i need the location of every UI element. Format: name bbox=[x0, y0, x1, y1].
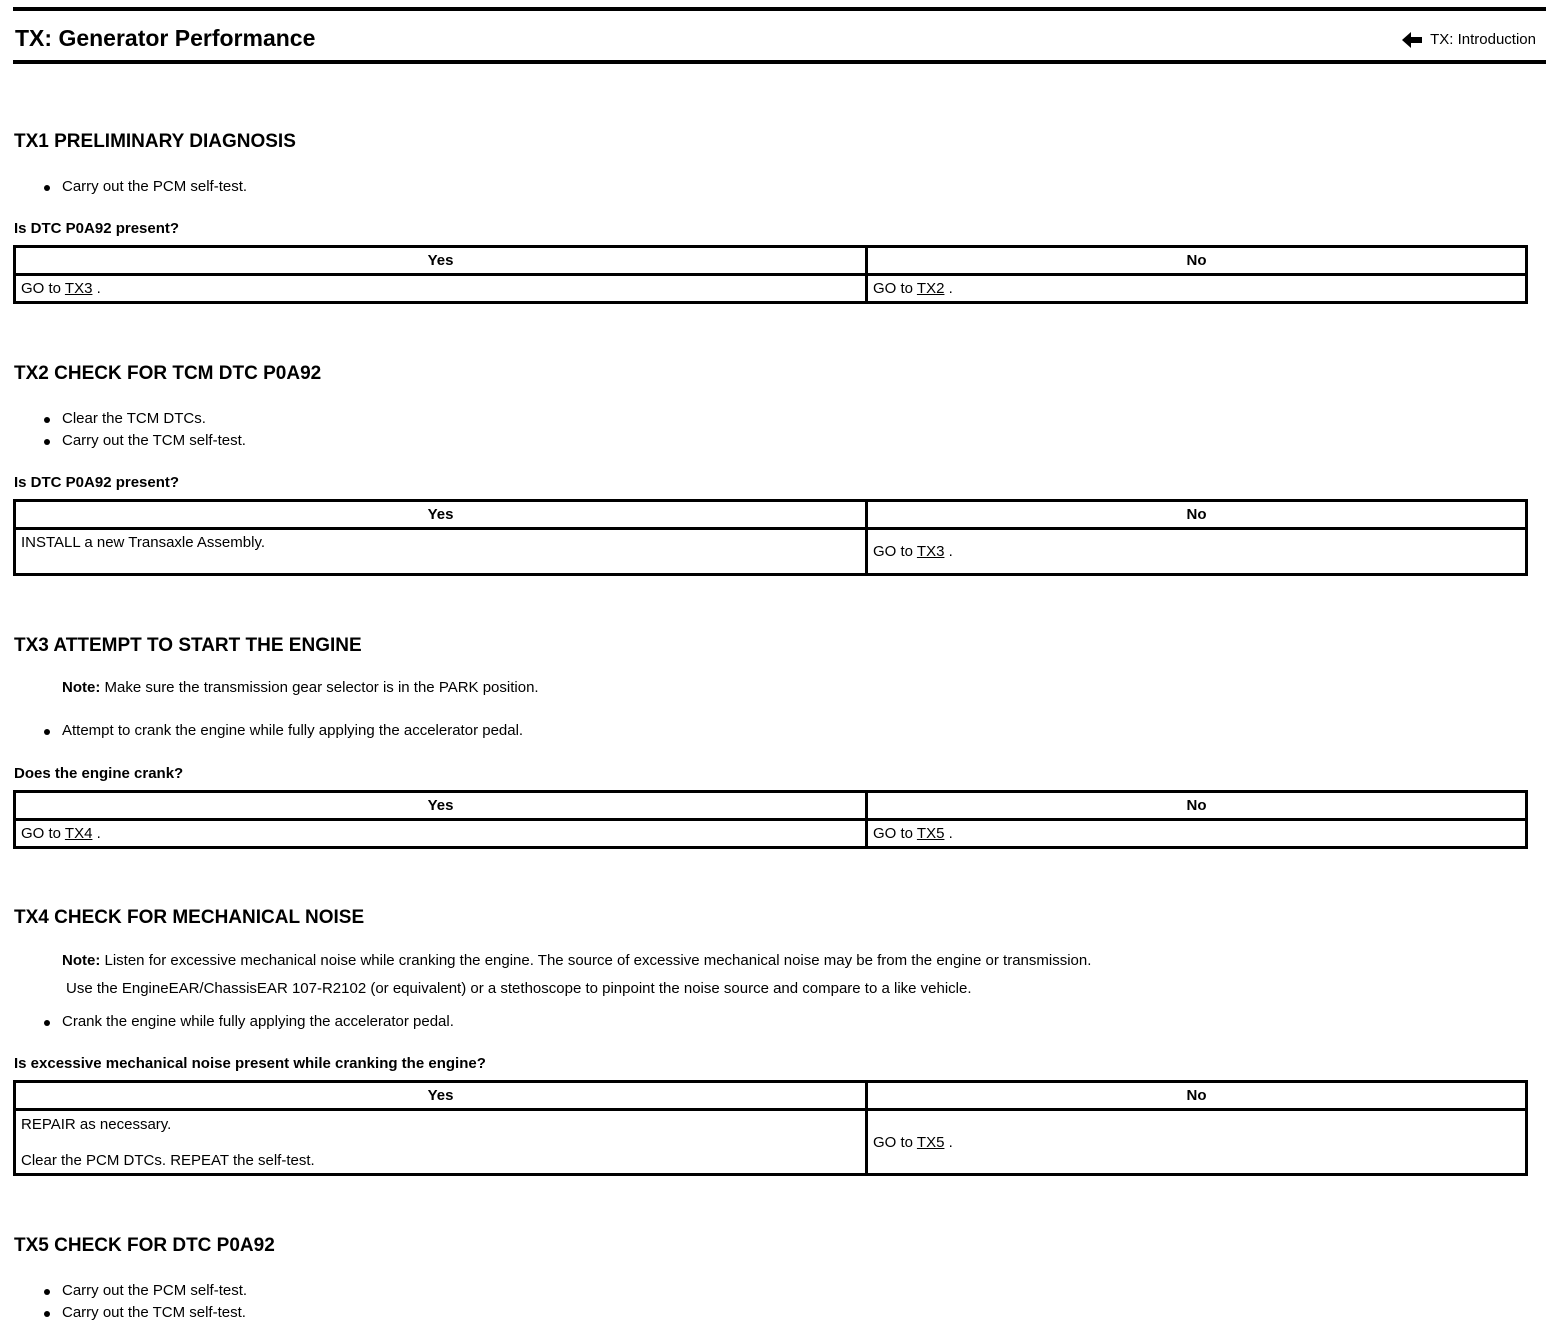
link-tx2[interactable]: TX2 bbox=[916, 280, 945, 297]
note-label: Note: bbox=[62, 952, 101, 969]
no-action-text: GO to bbox=[873, 543, 914, 560]
yes-cell bbox=[15, 1110, 867, 1175]
link-tx4[interactable]: TX4 bbox=[64, 825, 93, 842]
question-tx3: Does the engine crank? bbox=[14, 765, 184, 782]
decision-table-tx3 bbox=[13, 790, 1528, 849]
step-title-tx2: TX2 CHECK FOR TCM DTC P0A92 bbox=[14, 363, 322, 384]
no-cell bbox=[867, 275, 1527, 303]
link-tx5[interactable]: TX5 bbox=[916, 1133, 945, 1151]
list-item: Clear the TCM DTCs. bbox=[44, 408, 246, 430]
step-title-tx1: TX1 PRELIMINARY DIAGNOSIS bbox=[14, 131, 296, 152]
decision-table-tx1 bbox=[13, 245, 1528, 304]
question-tx4: Is excessive mechanical noise present while cranking the engine? bbox=[14, 1055, 486, 1072]
step-title-tx4: TX4 CHECK FOR MECHANICAL NOISE bbox=[14, 907, 365, 928]
yes-text-line: REPAIR as necessary. bbox=[21, 1116, 172, 1133]
yes-action-text: GO to bbox=[21, 280, 62, 297]
step-bullets-tx1 bbox=[44, 176, 247, 198]
note-tx4-line-2: Use the EngineEAR/ChassisEAR 107-R2102 (or equivalent) or a stethoscope to pinpoint the noise source and compare to a like vehicle. bbox=[66, 980, 972, 997]
yes-header: Yes bbox=[15, 247, 867, 275]
note-text: Make sure the transmission gear selector is in the PARK position. bbox=[104, 679, 539, 696]
punctuation: . bbox=[948, 543, 953, 560]
no-cell bbox=[867, 820, 1527, 848]
yes-header: Yes bbox=[15, 1082, 867, 1110]
yes-action-text: GO to bbox=[21, 825, 62, 842]
list-item: Carry out the TCM self-test. bbox=[44, 1302, 247, 1324]
list-item: Crank the engine while fully applying the accelerator pedal. bbox=[44, 1011, 454, 1033]
no-action-text: GO to bbox=[873, 825, 914, 842]
list-item: Carry out the PCM self-test. bbox=[44, 176, 247, 198]
note-label: Note: bbox=[62, 679, 101, 696]
no-header: No bbox=[867, 501, 1527, 529]
yes-header: Yes bbox=[15, 501, 867, 529]
list-item: Attempt to crank the engine while fully applying the accelerator pedal. bbox=[44, 720, 523, 742]
decision-table-tx4 bbox=[13, 1080, 1528, 1176]
step-title-tx3: TX3 ATTEMPT TO START THE ENGINE bbox=[14, 635, 362, 656]
no-header: No bbox=[867, 1082, 1527, 1110]
link-tx3[interactable]: TX3 bbox=[64, 280, 93, 297]
step-bullets-tx2 bbox=[44, 408, 246, 452]
note-text: Listen for excessive mechanical noise while cranking the engine. The source of excessive mechanical noise may be from the engine or transmission. bbox=[104, 952, 1092, 969]
no-header: No bbox=[867, 792, 1527, 820]
step-bullets-tx5 bbox=[44, 1280, 247, 1324]
link-tx5[interactable]: TX5 bbox=[916, 825, 945, 842]
yes-cell bbox=[15, 820, 867, 848]
yes-cell bbox=[15, 275, 867, 303]
page-title: TX: Generator Performance bbox=[15, 25, 316, 51]
decision-table-tx2 bbox=[13, 499, 1528, 576]
no-action-text: GO to bbox=[873, 280, 914, 297]
punctuation: . bbox=[948, 825, 953, 842]
step-title-tx5: TX5 CHECK FOR DTC P0A92 bbox=[14, 1235, 275, 1256]
back-link-label: TX: Introduction bbox=[1430, 31, 1536, 48]
note-tx3 bbox=[62, 679, 539, 696]
list-item: Carry out the TCM self-test. bbox=[44, 430, 246, 452]
no-header: No bbox=[867, 247, 1527, 275]
punctuation: . bbox=[948, 280, 953, 297]
back-link-introduction[interactable] bbox=[1402, 31, 1536, 48]
step-bullets-tx4 bbox=[44, 1011, 454, 1033]
yes-cell: INSTALL a new Transaxle Assembly. bbox=[15, 529, 867, 575]
list-item: Carry out the PCM self-test. bbox=[44, 1280, 247, 1302]
question-tx2: Is DTC P0A92 present? bbox=[14, 474, 180, 491]
no-action-text: GO to bbox=[873, 1133, 914, 1151]
punctuation: . bbox=[948, 1133, 953, 1151]
yes-header: Yes bbox=[15, 792, 867, 820]
link-tx3[interactable]: TX3 bbox=[916, 543, 945, 560]
arrow-left-icon bbox=[1402, 32, 1422, 48]
no-cell bbox=[867, 1110, 1527, 1175]
no-cell bbox=[867, 529, 1527, 575]
note-tx4 bbox=[62, 952, 1091, 969]
yes-text-line: Clear the PCM DTCs. REPEAT the self-test. bbox=[21, 1152, 315, 1169]
punctuation: . bbox=[96, 825, 101, 842]
question-tx1: Is DTC P0A92 present? bbox=[14, 220, 180, 237]
step-bullets-tx3 bbox=[44, 720, 523, 742]
punctuation: . bbox=[96, 280, 101, 297]
page-header bbox=[13, 7, 1546, 64]
